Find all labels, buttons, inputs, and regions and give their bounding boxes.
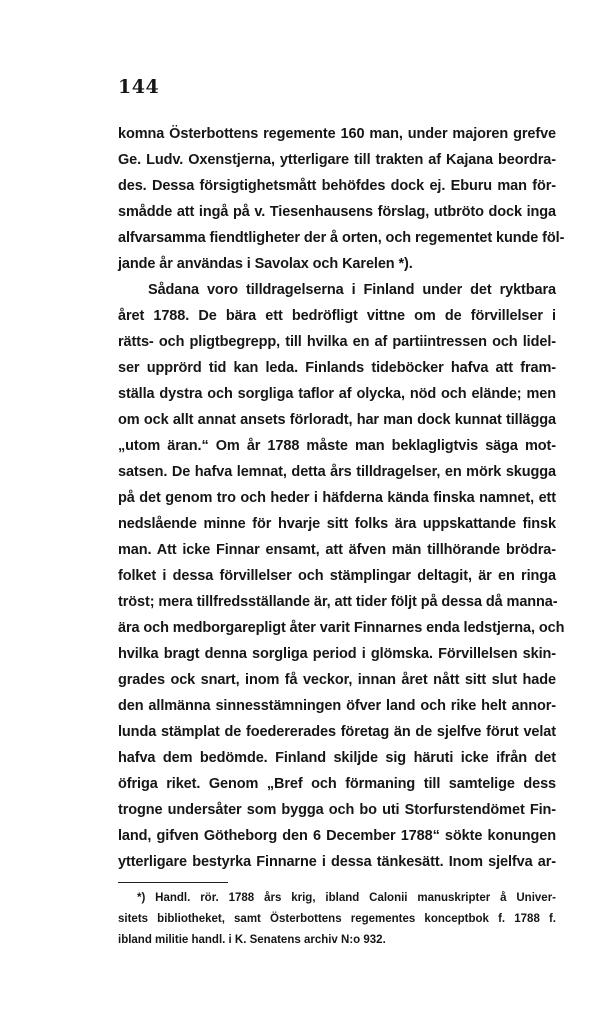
text-line: folket i dessa förvillelser och stämplingar deltagit, är en ringa [118, 568, 556, 584]
page-number: 144 [118, 76, 160, 98]
text-line: hvilka bragt denna sorgliga period i glömska. Förvillelsen skin- [118, 646, 556, 662]
text-line: på det genom tro och heder i häfderna kända finska namnet, ett [118, 490, 556, 506]
text-line: man. Att icke Finnar ensamt, att äfven män tillhörande brödra- [118, 542, 556, 558]
text-line: trogne undersåter som bygga och bo uti Storfurstendömet Fin- [118, 802, 556, 818]
footnote-line: ibland militie handl. i K. Senatens archiv N:o 932. [118, 934, 386, 946]
text-line: ytterligare bestyrka Finnarne i dessa tänkesätt. Inom sjelfva ar- [118, 854, 556, 870]
text-line: smådde att ingå på v. Tiesenhausens förslag, utbröto dock inga [118, 204, 556, 220]
footnote-line: *) Handl. rör. 1788 års krig, ibland Calonii manuskripter å Univer- [137, 892, 556, 904]
text-line: ser upprörd tid kan leda. Finlands tideböcker hafva att fram- [118, 360, 556, 376]
text-line: ställa dystra och sorgliga taflor af olycka, nöd och elände; men [118, 386, 556, 402]
text-line: alfvarsamma fiendtligheter der å orten, och regementet kunde föl- [118, 230, 565, 246]
text-line: Ge. Ludv. Oxenstjerna, ytterligare till trakten af Kajana beordra- [118, 152, 556, 168]
footnote-divider [118, 882, 228, 883]
text-line: ära och medborgarepligt åter varit Finnarnes enda ledstjerna, och [118, 620, 565, 636]
text-line: hafva dem bedömde. Finland skiljde sig häruti icke ifrån det [118, 750, 556, 766]
footnote-line: sitets bibliotheket, samt Österbottens regementes konceptbok f. 1788 f. [118, 913, 556, 925]
text-line: jande år användas i Savolax och Karelen *). [118, 256, 413, 272]
text-line: satsen. De hafva lemnat, detta års tilldragelser, en mörk skugga [118, 464, 556, 480]
text-line: Sådana voro tilldragelserna i Finland under det ryktbara [148, 282, 556, 298]
text-line: komna Österbottens regemente 160 man, under majoren grefve [118, 126, 556, 142]
text-line: des. Dessa försigtighetsmått behöfdes dock ej. Eburu man för- [118, 178, 556, 194]
text-line: rätts- och pligtbegrepp, till hvilka en af partiintressen och lidel- [118, 334, 556, 350]
text-line: året 1788. De bära ett bedröfligt vittne om de förvillelser i [118, 308, 556, 324]
text-line: öfriga riket. Genom „Bref och förmaning till samtelige dess [118, 776, 556, 792]
text-line: land, gifven Götheborg den 6 December 1788“ sökte konungen [118, 828, 556, 844]
text-line: „utom äran.“ Om år 1788 måste man beklagligtvis säga mot- [118, 438, 556, 454]
text-line: nedslående minne för hvarje sitt folks ära uppskattande finsk [118, 516, 556, 532]
text-line: grades ock snart, inom få veckor, innan året nått sitt slut hade [118, 672, 556, 688]
text-line: den allmänna sinnesstämningen öfver land och rike helt annor- [118, 698, 556, 714]
text-line: tröst; mera tillfredsställande är, att tider följt på dessa då manna- [118, 594, 558, 610]
text-line: lunda stämplat de foedererades företag än de sjelfve förut velat [118, 724, 556, 740]
text-line: om ock allt annat ansets förloradt, har man dock kunnat tillägga [118, 412, 556, 428]
